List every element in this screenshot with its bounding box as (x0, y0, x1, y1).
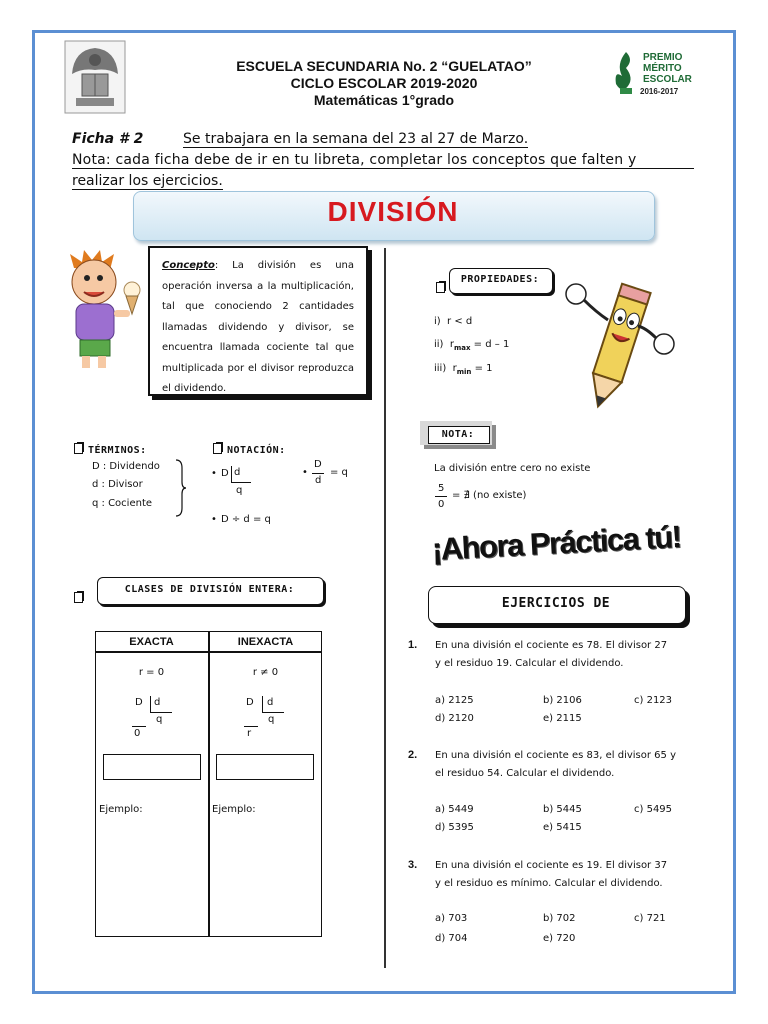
bracket-horizontal (150, 712, 172, 713)
notation-frac-eq: = q (330, 467, 348, 478)
term-dividend: D : Dividendo (92, 461, 160, 472)
exact-header: EXACTA (129, 636, 174, 648)
school-cycle: CICLO ESCOLAR 2019-2020 (290, 75, 478, 91)
nota-frac-den: 0 (438, 499, 445, 510)
exact-condition: r = 0 (138, 667, 165, 678)
ficha-note-line2: realizar los ejercicios. (72, 173, 223, 189)
exercise-3-option-e[interactable]: e) 720 (543, 933, 576, 944)
concept-text: : La división es una operación inversa a la multiplicación, tal que conociendo 2 cantidades llamadas dividendo y divisor, se encuentra llamada cociente tal que multiplicada por el divisor reproduzca el dividendo. (162, 260, 354, 394)
bracket-horizontal (231, 482, 251, 483)
school-name: ESCUELA SECUNDARIA No. 2 “GUELATAO” (236, 58, 532, 74)
ficha-label: Ficha # 2 (72, 131, 144, 147)
inexact-example-label: Ejemplo: (212, 804, 256, 815)
note-icon (213, 443, 222, 454)
exercise-2-number: 2. (408, 749, 418, 761)
boy-illustration (62, 248, 148, 374)
exact-answer-box[interactable] (103, 754, 201, 780)
note-icon (436, 282, 445, 293)
pencil-mascot-illustration (560, 272, 680, 414)
bracket-vertical (262, 696, 263, 712)
exercise-3-line1: En una división el cociente es 19. El divisor 37 (435, 860, 668, 871)
notation-bracket-divisor: d (234, 467, 241, 478)
exercise-2-option-d[interactable]: d) 5395 (435, 822, 474, 833)
notation-bullet: • (211, 468, 217, 479)
property-1: i) r < d (434, 316, 473, 327)
exercise-3-option-d[interactable]: d) 704 (435, 933, 468, 944)
note-icon (74, 592, 83, 603)
inexact-dividend: D (246, 697, 254, 708)
nota-frac-num: 5 (438, 483, 445, 494)
notation-frac-den: d (315, 475, 322, 486)
terms-brace (174, 458, 188, 518)
bracket-vertical (231, 466, 232, 482)
notation-bracket-quotient: q (236, 485, 243, 496)
concept-label: Concepto (162, 260, 215, 271)
exact-dividend: D (135, 697, 143, 708)
bracket-vertical (150, 696, 151, 712)
award-years: 2016-2017 (640, 87, 679, 96)
term-divisor: d : Divisor (92, 479, 143, 490)
column-divider (384, 248, 386, 968)
exercise-1-option-e[interactable]: e) 2115 (543, 713, 582, 724)
subject-title: Matemáticas 1°grado (313, 92, 455, 108)
notation-bullet: • (302, 467, 308, 478)
exercise-1-number: 1. (408, 639, 418, 651)
exercise-1-line1: En una división el cociente es 78. El divisor 27 (435, 640, 668, 651)
exercise-2-option-e[interactable]: e) 5415 (543, 822, 582, 833)
exercise-1-option-a[interactable]: a) 2125 (435, 695, 474, 706)
exercise-3-option-b[interactable]: b) 702 (543, 913, 576, 924)
inexact-condition: r ≠ 0 (252, 667, 279, 678)
nota-text: La división entre cero no existe (434, 463, 591, 474)
remainder-line (244, 726, 258, 727)
nota-equation: = ∄ (no existe) (452, 490, 527, 501)
ficha-week: Se trabajara en la semana del 23 al 27 de Marzo. (183, 131, 529, 147)
page-title: DIVISIÓN (327, 196, 459, 227)
classes-heading: CLASES DE DIVISIÓN ENTERA: (124, 584, 295, 595)
exercise-2-line1: En una división el cociente es 83, el divisor 65 y (435, 750, 677, 761)
exercise-3-option-c[interactable]: c) 721 (634, 913, 666, 924)
terms-heading: TÉRMINOS: (74, 443, 147, 456)
nota-heading: NOTA: (441, 429, 475, 440)
exercise-1-option-c[interactable]: c) 2123 (634, 695, 673, 706)
remainder-line (132, 726, 146, 727)
note-icon (74, 443, 83, 454)
inexact-answer-box[interactable] (216, 754, 314, 780)
inexact-remainder: r (247, 728, 252, 739)
fraction-bar (312, 473, 324, 474)
exact-divisor: d (154, 697, 161, 708)
notation-frac-num: D (314, 459, 322, 470)
ficha-note-line1: Nota: cada ficha debe de ir en tu libreta, completar los conceptos que falten y (72, 152, 694, 169)
exercise-2-option-b[interactable]: b) 5445 (543, 804, 582, 815)
term-quotient: q : Cociente (92, 498, 153, 509)
exercise-1-option-b[interactable]: b) 2106 (543, 695, 582, 706)
notation-bullet: • (211, 514, 217, 525)
bracket-horizontal (262, 712, 284, 713)
exercise-2-option-c[interactable]: c) 5495 (634, 804, 673, 815)
inexact-quotient: q (268, 714, 275, 725)
inexact-divisor: d (267, 697, 274, 708)
fraction-bar (435, 496, 447, 497)
property-3: iii) $r_{min} = 1$ (434, 363, 493, 376)
exercise-1-line2: y el residuo 19. Calcular el dividendo. (435, 658, 624, 669)
properties-heading: PROPIEDADES: (460, 274, 540, 285)
exercise-2-line2: el residuo 54. Calcular el dividendo. (435, 768, 615, 779)
exact-quotient: q (156, 714, 163, 725)
exercise-3-number: 3. (408, 859, 418, 871)
notation-division: D ÷ d = q (221, 514, 271, 525)
exercises-heading: EJERCICIOS DE (501, 596, 611, 611)
exercise-2-option-a[interactable]: a) 5449 (435, 804, 474, 815)
exact-remainder: 0 (134, 728, 141, 739)
table-header-line (95, 651, 322, 653)
notation-heading: NOTACIÓN: (213, 443, 286, 456)
concept-box (148, 246, 368, 396)
inexact-header: INEXACTA (237, 636, 294, 648)
practice-title: ¡Ahora Práctica tú! (431, 518, 682, 567)
exercise-3-line2: y el residuo es mínimo. Calcular el dividendo. (435, 878, 663, 889)
property-2: ii) $r_{max} = d - 1$ (434, 339, 510, 352)
exercise-3-option-a[interactable]: a) 703 (435, 913, 468, 924)
award-text: PREMIO MÉRITO ESCOLAR (643, 52, 692, 85)
notation-bracket-dividend: D (221, 468, 229, 479)
exact-example-label: Ejemplo: (99, 804, 143, 815)
exercise-1-option-d[interactable]: d) 2120 (435, 713, 474, 724)
